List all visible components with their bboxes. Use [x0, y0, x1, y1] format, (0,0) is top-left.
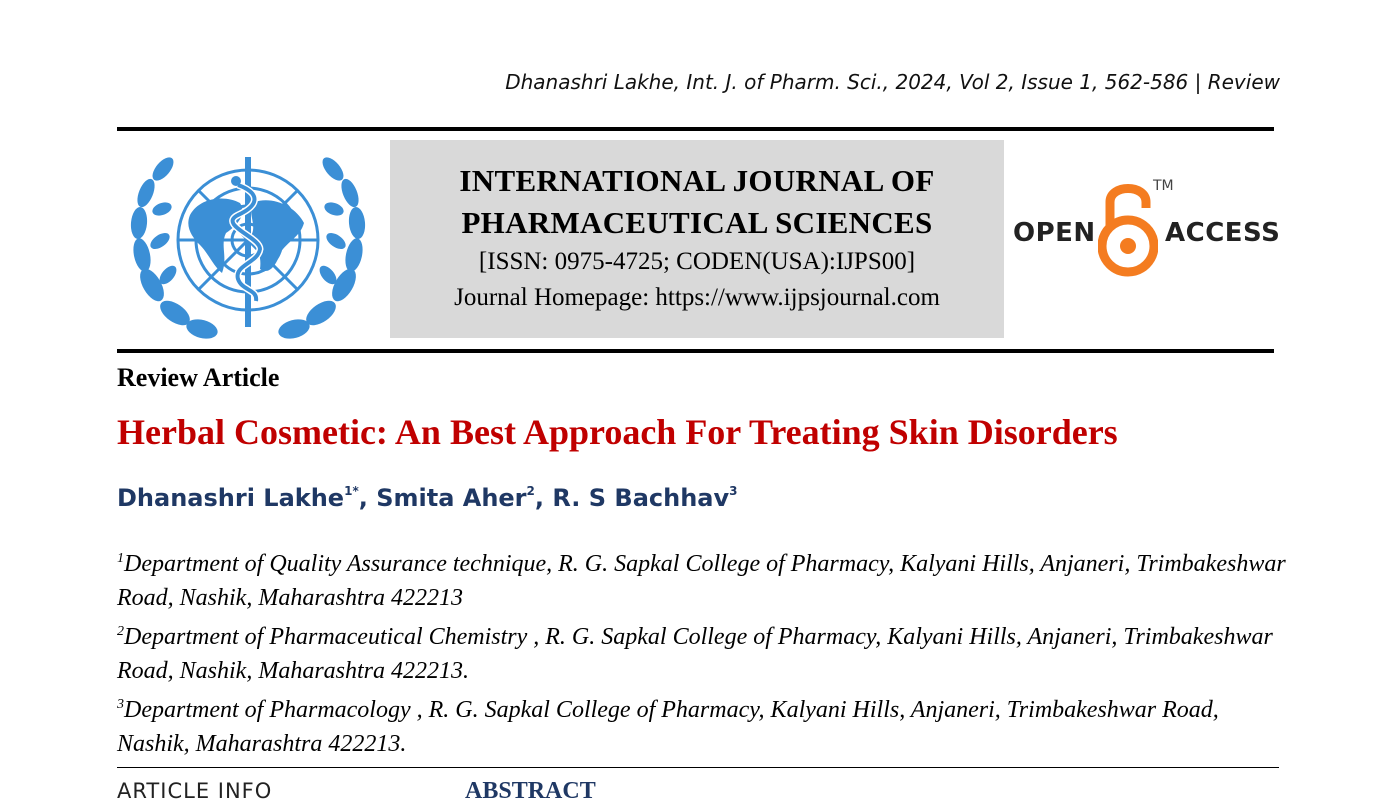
header-top-rule	[117, 127, 1274, 131]
affiliation-item	[117, 542, 1287, 615]
who-emblem-icon	[130, 145, 366, 341]
journal-homepage[interactable]: Journal Homepage: https://www.ijpsjournal.com	[454, 284, 940, 311]
open-access-access-text: ACCESS	[1165, 218, 1281, 248]
open-access-trademark: TM	[1153, 178, 1174, 194]
author-affiliation-mark: 1*	[344, 484, 359, 498]
author-name[interactable]: Smita Aher	[376, 484, 527, 512]
affiliation-number: 2	[117, 624, 124, 639]
running-head: Dhanashri Lakhe, Int. J. of Pharm. Sci., 2024, Vol 2, Issue 1, 562-586 | Review	[505, 70, 1280, 94]
open-access-logo	[1010, 178, 1280, 278]
open-access-lock-icon	[1098, 178, 1158, 278]
affiliation-number: 3	[117, 697, 124, 712]
author-list	[117, 484, 738, 512]
journal-header-box	[390, 140, 1004, 338]
author-separator: ,	[358, 484, 377, 512]
open-access-open-text: OPEN	[1013, 218, 1096, 248]
article-type: Review Article	[117, 363, 280, 392]
article-info-heading: ARTICLE INFO	[117, 779, 273, 803]
author-affiliation-mark: 3	[729, 484, 738, 498]
affiliation-text: Department of Pharmaceutical Chemistry , R. G. Sapkal College of Pharmacy, Kalyani Hills, Anjaneri, Trimbakeshwar Road, Nashik, Maharashtra 422213.	[117, 624, 1273, 684]
affiliation-number: 1	[117, 551, 124, 566]
article-title: Herbal Cosmetic: An Best Approach For Treating Skin Disorders	[117, 412, 1118, 452]
journal-issn: [ISSN: 0975-4725; CODEN(USA):IJPS00]	[478, 248, 916, 275]
section-divider	[117, 767, 1279, 768]
affiliation-text: Department of Quality Assurance technique, R. G. Sapkal College of Pharmacy, Kalyani Hills, Anjaneri, Trimbakeshwar Road, Nashik, Maharashtra 422213	[117, 551, 1286, 611]
author-separator: ,	[534, 484, 553, 512]
journal-title-line2: PHARMACEUTICAL SCIENCES	[461, 205, 933, 240]
journal-title-line1: INTERNATIONAL JOURNAL OF	[459, 163, 935, 198]
laurel-right	[276, 154, 366, 341]
author-name[interactable]: Dhanashri Lakhe	[117, 484, 345, 512]
abstract-heading: ABSTRACT	[465, 778, 596, 804]
author-name[interactable]: R. S Bachhav	[552, 484, 730, 512]
affiliation-item	[117, 615, 1287, 688]
affiliation-item	[117, 688, 1287, 761]
affiliation-list	[117, 542, 1287, 761]
author-affiliation-mark: 2	[526, 484, 535, 498]
affiliation-text: Department of Pharmacology , R. G. Sapkal College of Pharmacy, Kalyani Hills, Anjaneri, Trimbakeshwar Road, Nashik, Maharashtra 422213.	[117, 697, 1219, 757]
header-bottom-rule	[117, 349, 1274, 353]
